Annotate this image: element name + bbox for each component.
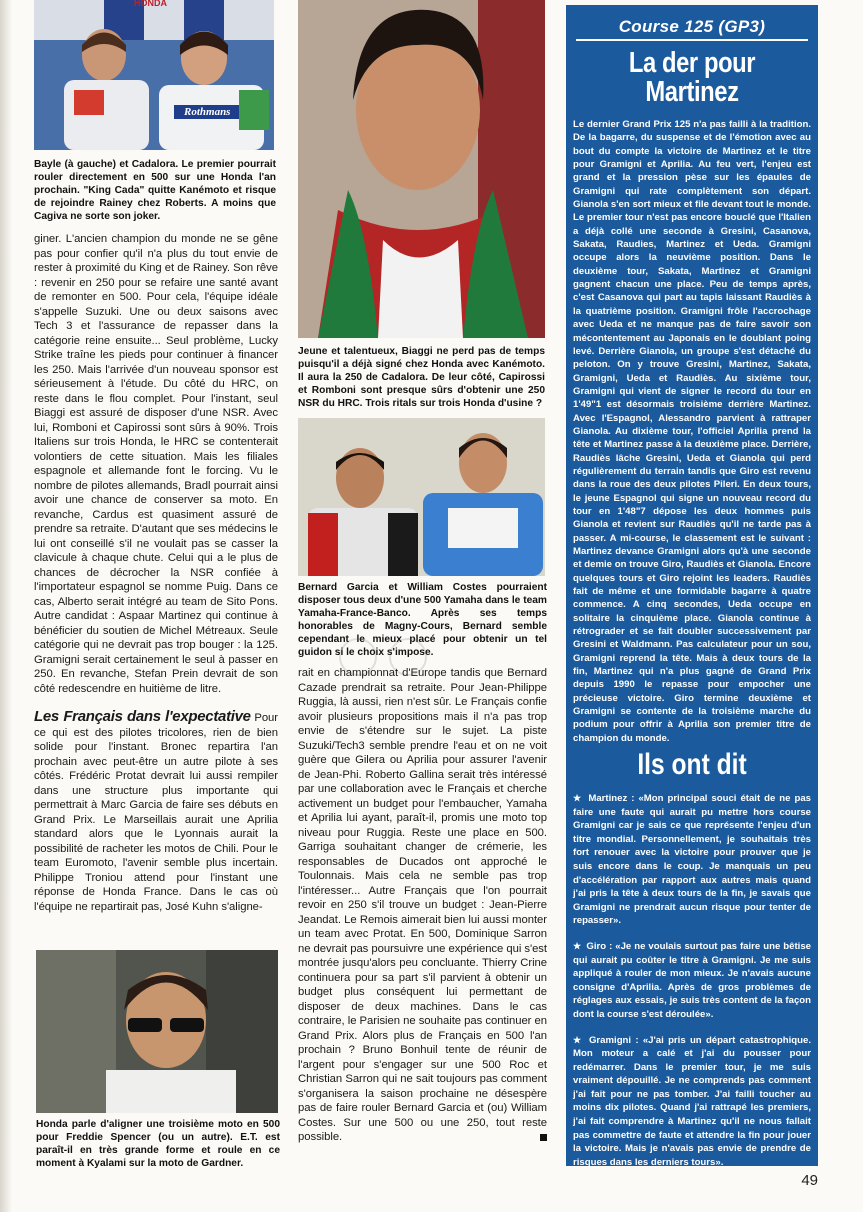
page-number: 49 [801,1172,818,1189]
article-paragraph-2 [34,710,278,914]
article-paragraph-3 [298,666,547,1145]
quote-text: «Je ne voulais surtout pas faire une bêtise qui aurait pu coûter le titre à Gramigni. Je me suis appliqué à rouler de mon mieux. Je n'avais aucune consigne d'Aprilia. Après de gros problèmes de réglages aux essais, je suis très content de la façon dont la course s'est déroulée». [573,940,811,1020]
caption-garcia-costes: Bernard Garcia et William Costes pourraient disposer tous deux d'une 500 Yamaha dans le team Yamaha-France-Banco. Après ses temps honorables de Magny-Cours, Bernard semble cependant le mieux placé pour obtenir un tel guidon si le choix s'impose. [298,582,547,658]
photo-freddie-spencer [36,950,278,1113]
sidebar-body-text: Le dernier Grand Prix 125 n'a pas failli à la tradition. De la bagarre, du suspense et de l'émotion avec au bout du compte la victoire de Martinez et le titre pour Gramigni et Aprilia. Au feu vert, l'enjeu est grand et la pression pèse sur les épaules de Gramigni qui rate complètement son départ. Gianola s'en sort mieux et file devant tout le monde. Le premier tour n'est pas encore bouclé que l'Italien a déjà collé une seconde à Gresini, Casanova, Sakata, Raudies, Martinez et Ueda. Gramigni occupe alors la neuvième position. Dans le deuxième tour, Sakata, Martinez et Gramigni gagnent chacun une place. Peu de temps après, c'est Casanova qui part au tapis laissant Raudiès à la quatrième position. Gramigni frôle l'accrochage avec Ueda et ne manque pas de faire savoir son mécontentement au Japonais en le doublant poing levé. Derrière Gianola, un groupe s'est détaché du peloton. On y trouve Gresini, Martinez, Sakata, Gramigni, Ueda et Raudiès. Au sixième tour, Gramigni qui vient de signer le record du tour en 1'49"1 est désormais troisième derrière Martinez. Avec l'Espagnol, Alessandro parvient à rattraper Gianola. Au dixième tour, l'officiel Aprilia prend la tête et Martinez passe à la deuxième place. Derrière, Raudiès lâche Gresini, Ueda et Gianola qui perd régulièrement du terrain tandis que Giro est revenu dans la roue des deux pilotes Pileri. En deux tours, le jeune Espagnol qui signe un nouveau record du tour en 1'48"7 dépose les deux hommes puis Gianola et revient sur Raudiès qu'il ne tarde pas à passer. A mi-course, le classement est le suivant : Martinez devance Gramigni alors qu'à une seconde et demie on trouve Giro, Raudiès et Gianola. Encore quelques tours et Giro rejoint les leaders. Raudiès fait de même et une formidable bagarre à quatre commence. A cinq secondes, Ueda occupe en solitaire la cinquième place. Gianola continue à rétrograder et se fait doubler successivement par Gresini et Waldmann. Pas calculateur pour un sou, Gramigni reprend la tête. Mais à deux tours de la fin, Martinez qui n'a plus gagné de Grand Prix depuis 1990 le repasse pour empocher une précieuse victoire. Giro termine deuxième et Gramigni se contente de la troisième marche du podium pour offrir à Aprilia son premier titre de champion du monde. [573,119,811,744]
quote-name: Gramigni : [588,1034,639,1046]
photo-biaggi [298,0,545,338]
quote-martinez [573,792,811,928]
star-icon: ★ [573,1034,583,1045]
sidebar-category: Course 125 (GP3) [618,17,766,36]
quote-text: «Mon principal souci était de ne pas faire une faute qui aurait pu mettre hors course Gramigni car je sais ce que représente l'enjeu d'un titre mondial. Personnellement, je souhaitais très fort renouer avec la victoire pour prouver que je suis encore dans le coup. Je manquais un peu d'accélération par rapport aux autres mais quand j'ai pris la tête à deux tours de la fin, je savais que Gramigni ne prendrait aucun risque pour tenter de repasser». [573,793,812,927]
article-paragraph-1: giner. L'ancien champion du monde ne se gêne pas pour confier qu'il n'a plus du tout envie de rester à proximité du King et de Rainey. Son rêve : revenir en 250 pour se refaire une santé avant de remonter en 500. Pour cela, l'équipe idéale s'appelle Suzuki. Une ou deux saisons avec Tech 3 et l'assurance de repasser dans la catégorie reine ensuite... Seul problème, Lucky Strike traîne les pieds pour continuer à financer les 250. Mais l'arrivée d'un nouveau sponsor est sérieusement à l'étude. Du côté du HRC, on reste dans le flou complet. Pour l'instant, seul Biaggi est assuré de disposer d'une NSR. Avec lui, Romboni et Capirossi sont sûrs à 90%. Trois Italiens sur trois Honda, le HRC se contenterait volontiers de cette situation. Mais les filiales espagnole et allemande font le forcing. Vu le nombre de pilotes allemands, Bradl pourrait ainsi avoir une chance de conserver sa moto. En revanche, Cardus est quasiment assuré de prendre sa retraite. D'autant que ses médecins le lui ont conseillé s'il ne voulait pas se casser la clavicule à chaque chute. Celui qui a le plus de chances de décrocher la NSR confiée à l'importateur espagnol se nomme Puig. Dans ce cas, Alberto serait intégré au team de Sito Pons. Autre candidat : Aspaar Martinez qui continue à bénéficier du soutien de Michel Métreaux. Seule catégorie qui ne devrait pas trop bouger : la 125. Gramigni serait certainement le seul à passer en 250. En revanche, Stefan Prein devrait de son côté redescendre en huitième de litre. [34,233,278,695]
caption-biaggi: Jeune et talentueux, Biaggi ne perd pas de temps puisqu'il a déjà signé chez Honda avec Kanémoto. Il aura la 250 de Cadalora. De leur côté, Capirossi et Romboni sont presque sûrs d'obtenir une 250 NSR du HRC. Trois ritals sur trois Honda d'usine ? [298,346,545,409]
sidebar-quotes-title: Ils ont dit [637,748,747,781]
star-icon: ★ [573,940,582,951]
article-column-1 [34,232,278,914]
rothmans-logo: Rothmans [184,106,231,118]
sidebar-title-line-1: La der pour [628,47,756,79]
photo-bayle-cadalora [34,0,274,150]
quote-text: «J'ai pris un départ catastrophique. Mon moteur a calé et j'ai du pousser pour redémarrer. Dans le premier tour, je me suis vraiment dépouillé. Je ne comprends pas comment j'ai fait pour ne pas tomber. J'ai failli toucher au moins dix pilotes. Quand j'ai rattrapé les premiers, j'ai fait comprendre à Martinez qu'il ne nous fallait pas commettre de faute et attendre la fin pour jouer la victoire. Mais je n'avais pas envie de prendre de risques dans les derniers tours». [573,1034,811,1168]
section-subhead: Les Français dans l'expectative [34,708,251,725]
photo-garcia-costes [298,418,545,576]
article-col2-text: rait en championnat d'Europe tandis que Bernard Cazade prendrait sa retraite. Pour Jean-Philippe Ruggia, là aussi, rien n'est sûr. Le Français confie avoir plusieurs propositions mais il n'a pas trop envie de s'étendre sur le sujet. La piste Suzuki/Tech3 semble prendre l'eau et on ne voit guère que Gilera ou Aprilia pour assurer l'avenir de Jean-Phi. Roberto Gallina serait très intéressé par une collaboration avec le Français et cherche activement un budget pour l'embaucher, Yamaha et Aprilia lui ayant, paraît-il, promis une moto top niveau pour Ruggia. Reste une place en 500. Garriga souhaitant changer de crémerie, les responsables de Ducados ont approché le Toulonnais. Mais cela ne semble pas trop l'intéresser... Autre Français que l'on pourrait revoir en 250 s'il trouve un budget : Jean-Pierre Jeandat. Le Remois aimerait bien lui aussi monter un team avec Protat. En 500, Dominique Sarron ne devrait pas poursuivre une expérience qui s'est montrée jusqu'alors peu concluante. Thierry Crine continuera pour sa part s'il parvient à obtenir un budget plus conséquent lui permettant de disposer de deux machines. Dans le cas contraire, le Parisien ne souhaite pas continuer en Grand Prix. Alors plus de Français en 500 l'an prochain ? Bruno Bonhuil tente de réunir de l'argent pour s'engager sur une 500 Roc et Christian Sarron qui ne sait toujours pas comment s'organisera la saison prochaine ne désespère pas de faire rouler Bernard Garcia et (ou) William Costes. Sur une 500 ou une 250, tout reste possible. [298,667,547,1143]
caption-spencer: Honda parle d'aligner une troisième moto en 500 pour Freddie Spencer (ou un autre). E.T. est paraît-il en très grande forme et roule en ce moment à Kyalami sur la moto de Gardner. [36,1119,280,1169]
sidebar-category-rule [576,39,808,41]
quote-gramigni [573,1034,811,1170]
end-of-article-mark [540,1134,547,1141]
article-column-2 [298,666,547,1145]
sidebar-title-line-2: Martinez [645,76,739,108]
quote-name: Martinez : [588,793,635,804]
quote-name: Giro : [586,940,613,952]
sidebar-race-report [566,5,818,1166]
honda-banner-logo: HONDA [134,0,167,8]
subhead-followup-text: Pour ce qui est des pilotes tricolores, rien de bien solide pour l'instant. Bronec repartira l'an prochain avec peut-être un autre pilote à ses côtés. Frédéric Protat devrait lui aussi rempiler dans une structure plus importante qui permettrait à Marc Garcia de faire ses débuts en Grand Prix. Le Marseillais aurait une Aprilia standard alors que le Lyonnais aurait la possibilité de racheter les motos de Chili. Pour le team Euromoto, l'avenir semble plus incertain. Philippe Troniou attend pour l'instant une réponse de Honda France. Dans le cas où l'équipe ne repartirait pas, José Kuhn s'aligne- [34,712,278,913]
quote-giro [573,940,811,1022]
star-icon: ★ [573,793,583,803]
page-binding-edge [0,0,12,1212]
sidebar-title [589,49,796,107]
sidebar-quotes [573,792,811,1181]
caption-bayle-cadalora: Bayle (à gauche) et Cadalora. Le premier pourrait rouler directement en 500 sur une Honda l'an prochain. "King Cada" quitte Kanémoto et risque de rejoindre Rainey chez Roberts. A moins que Cagiva ne sorte son joker. [34,159,276,222]
